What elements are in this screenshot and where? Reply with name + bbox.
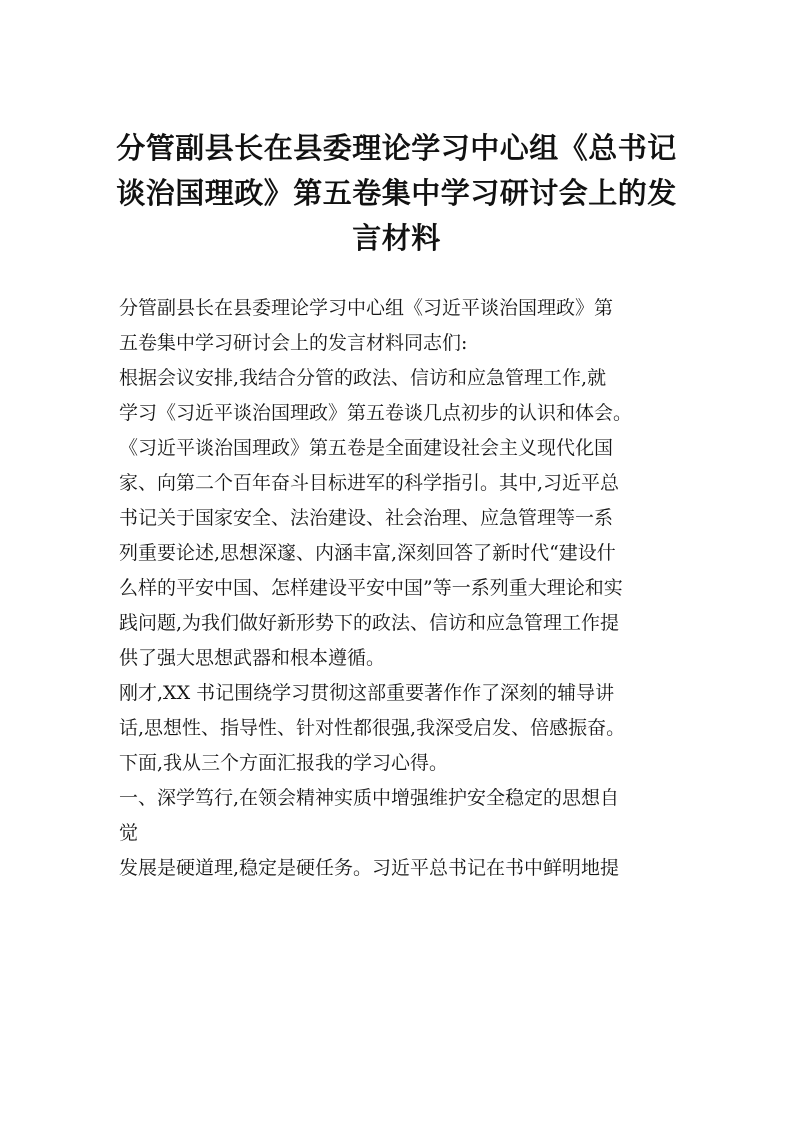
body-line: 家、向第二个百年奋斗目标进军的科学指引。其中,习近平总 <box>119 472 620 494</box>
title-line: 言材料 <box>352 221 441 255</box>
body-line: 《习近平谈治国理政》第五卷是全面建设社会主义现代化国 <box>119 437 614 459</box>
body-line: 书记关于国家安全、法治建设、社会治理、应急管理等一系 <box>119 507 614 529</box>
body-line: 下面,我从三个方面汇报我的学习心得。 <box>119 752 449 774</box>
body-line: 发展是硬道理,稳定是硬任务。习近平总书记在书中鲜明地提 <box>119 857 620 879</box>
title-line: 谈治国理政》第五卷集中学习研讨会上的发 <box>116 176 677 210</box>
body-line: 刚才,XX 书记围绕学习贯彻这部重要著作作了深刻的辅导讲 <box>119 682 615 704</box>
document-title <box>100 126 693 261</box>
body-line: 根据会议安排,我结合分管的政法、信访和应急管理工作,就 <box>119 367 607 389</box>
body-line: 分管副县长在县委理论学习中心组《习近平谈治国理政》第 <box>119 297 614 319</box>
title-line: 分管副县长在县委理论学习中心组《总书记 <box>116 131 677 165</box>
body-line: 话,思想性、指导性、针对性都很强,我深受启发、倍感振奋。 <box>119 717 626 739</box>
section-heading-line: 一、深学笃行,在领会精神实质中增强维护安全稳定的思想自 <box>119 787 620 809</box>
body-line: 列重要论述,思想深邃、内涵丰富,深刻回答了新时代“建设什 <box>119 542 616 564</box>
body-line: 五卷集中学习研讨会上的发言材料同志们: <box>119 332 468 354</box>
body-line: 么样的平安中国、怎样建设平安中国”等一系列重大理论和实 <box>119 577 623 599</box>
document-body <box>119 291 679 886</box>
body-line: 学习《习近平谈治国理政》第五卷谈几点初步的认识和体会。 <box>119 402 633 424</box>
body-line: 践问题,为我们做好新形势下的政法、信访和应急管理工作提 <box>119 612 620 634</box>
body-line: 供了强大思想武器和根本遵循。 <box>119 647 386 669</box>
section-heading-line: 觉 <box>119 822 139 844</box>
